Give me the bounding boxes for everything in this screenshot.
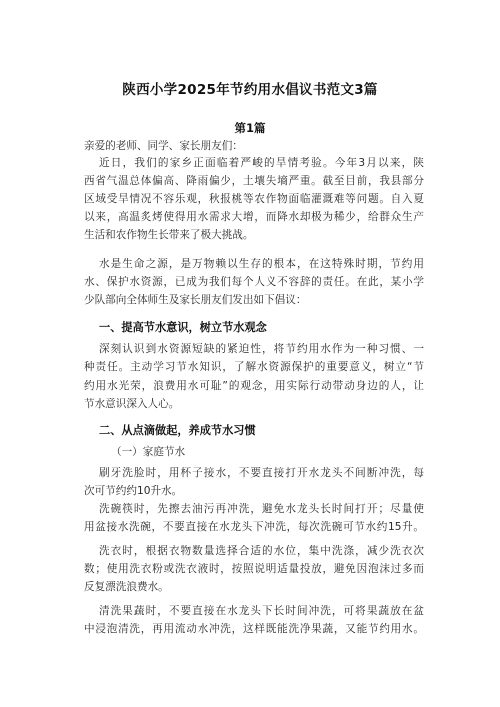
paragraph-line: 洗衣时，根据衣物数量选择合适的水位，集中洗涤，减少洗衣次 (99, 545, 424, 557)
paragraph-line: 以来，高温炙烤使得用水需求大增，而降水却极为稀少，给群众生产 (84, 211, 424, 223)
paragraph-line: 种责任。主动学习节水知识，了解水资源保护的重要意义，树立“节 (84, 361, 424, 373)
paragraph-line: 数；使用洗衣粉或洗衣液时，按照说明适量投放，避免因泡沫过多而 (84, 563, 424, 575)
paragraph-line: 洗碗筷时，先擦去油污再冲洗，避免水龙头长时间打开；尽量使 (99, 503, 424, 515)
paragraph-line: 深刻认识到水资源短缺的紧迫性，将节约用水作为一种习惯、一 (99, 343, 424, 355)
paragraph-line: 西省气温总体偏高、降雨偏少，土壤失墒严重。截至目前，我县部分 (84, 175, 424, 187)
paragraph-line: 反复漂洗浪费水。 (84, 581, 169, 593)
paragraph-line: 刷牙洗脸时，用杯子接水，不要直接打开水龙头不间断冲洗，每 (99, 467, 424, 479)
section-heading-2: 二、从点滴做起，养成节水习惯 (99, 424, 256, 437)
paragraph-line: 节水意识深入人心。 (84, 398, 180, 410)
paragraph-line: 清洗果蔬时，不要直接在水龙头下长时间冲洗，可将果蔬放在盆 (99, 605, 424, 617)
paragraph-line: 水、保护水资源，已成为我们每个人义不容辞的责任。在此，某小学 (84, 276, 424, 288)
paragraph-line: 区域受旱情况不容乐观，秋报桃等农作物面临灌溉难等问题。自入夏 (84, 193, 424, 205)
document-title: 陕西小学2025年节约用水倡议书范文3篇 (122, 82, 378, 98)
paragraph-line: 用盆接水洗碗，不要直接在水龙头下冲洗，每次洗碗可节水约15升。 (84, 521, 424, 533)
section-heading-1: 一、提高节水意识，树立节水观念 (99, 321, 267, 334)
paragraph-line: 少队部向全体师生及家长朋友们发出如下倡议： (84, 294, 307, 306)
paragraph-line: 生活和农作物生长带来了极大挑战。 (84, 229, 254, 241)
greeting-line: 亲爱的老师、同学、家长朋友们： (84, 140, 243, 152)
chapter-heading: 第1篇 (234, 121, 266, 135)
paragraph-line: 中浸泡清洗，再用流动水冲洗，这样既能洗净果蔬，又能节约用水。 (84, 623, 424, 635)
paragraph-line: 近日，我们的家乡正面临着严峻的旱情考验。今年3月以来，陕 (99, 157, 424, 169)
paragraph-line: 约用水光荣，浪费用水可耻”的观念，用实际行动带动身边的人，让 (84, 380, 424, 392)
subsection-heading: （一）家庭节水 (111, 446, 186, 458)
paragraph-line: 次可节约约10升水。 (84, 485, 183, 497)
paragraph-line: 水是生命之源，是万物赖以生存的根本，在这特殊时期，节约用 (99, 258, 424, 270)
